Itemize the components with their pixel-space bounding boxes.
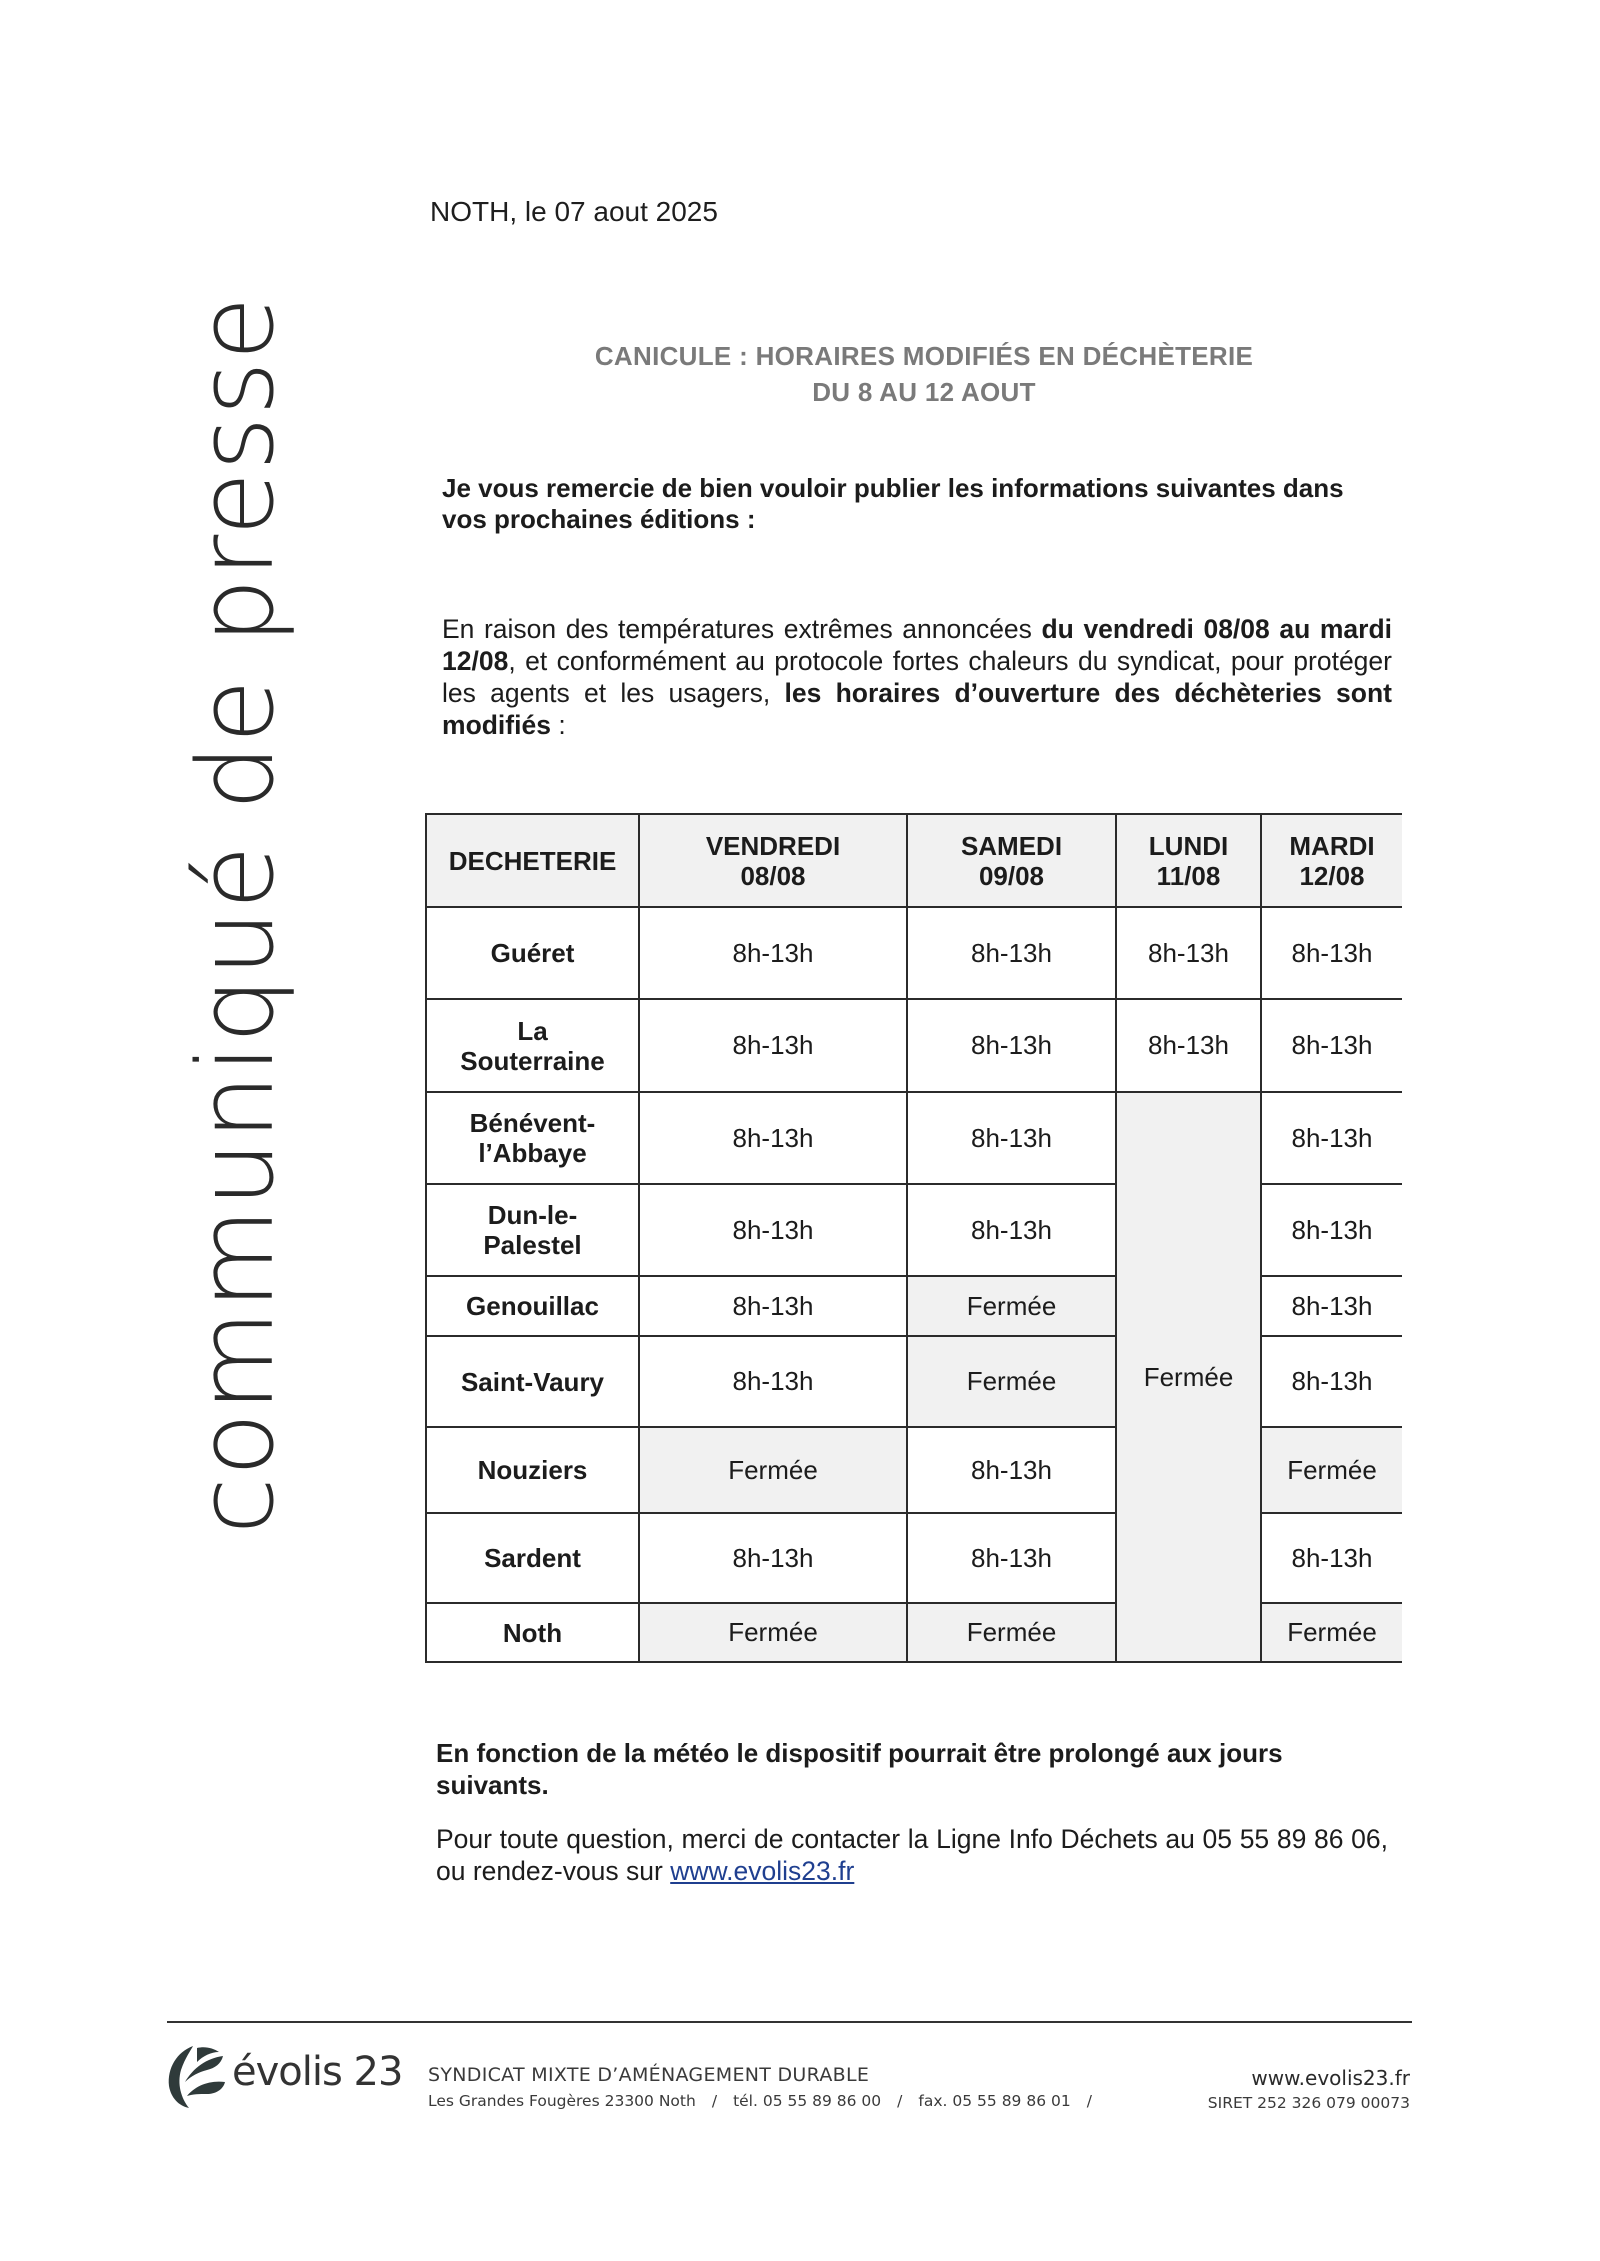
header-vendredi: VENDREDI 08/08 xyxy=(639,814,907,907)
org-name: SYNDICAT MIXTE D’AMÉNAGEMENT DURABLE xyxy=(428,2064,870,2086)
cell-samedi: Fermée xyxy=(907,1336,1116,1427)
paragraph-part-2: , et conformément au protocole fortes chaleurs du syndicat, pour protéger les agents et les usagers, xyxy=(442,646,1392,708)
header-decheterie: DECHETERIE xyxy=(426,814,639,907)
cell-mardi: 8h-13h xyxy=(1261,907,1402,999)
cell-samedi: 8h-13h xyxy=(907,1184,1116,1276)
cell-vendredi: 8h-13h xyxy=(639,1336,907,1427)
row-name: Bénévent- l’Abbaye xyxy=(426,1092,639,1184)
evolis-logo-icon xyxy=(163,2042,227,2110)
vertical-press-release-title xyxy=(175,200,297,1630)
org-address-line xyxy=(428,2092,1108,2110)
table-row xyxy=(426,907,1402,999)
cell-samedi: Fermée xyxy=(907,1603,1116,1662)
website-link[interactable]: www.evolis23.fr xyxy=(670,1856,855,1886)
row-name: Sardent xyxy=(426,1513,639,1603)
separator: / xyxy=(711,2092,718,2110)
row-name: La Souterraine xyxy=(426,999,639,1092)
row-name: Noth xyxy=(426,1603,639,1662)
extension-note: En fonction de la météo le dispositif pourrait être prolongé aux jours suivants. xyxy=(436,1738,1283,1800)
cell-samedi: 8h-13h xyxy=(907,999,1116,1092)
vertical-title-text: communiqué de presse xyxy=(175,295,297,1535)
cell-vendredi: 8h-13h xyxy=(639,999,907,1092)
row-name: Genouillac xyxy=(426,1276,639,1336)
evolis-logo-text: évolis 23 xyxy=(232,2049,403,2095)
headline-line-2: DU 8 AU 12 AOUT xyxy=(812,377,1036,407)
footer-divider xyxy=(167,2021,1412,2023)
paragraph-part-3: : xyxy=(550,710,566,740)
date-line: NOTH, le 07 aout 2025 xyxy=(430,196,718,227)
cell-lundi-merged-closed: Fermée xyxy=(1116,1092,1261,1662)
cell-vendredi: Fermée xyxy=(639,1427,907,1513)
row-name: Saint-Vaury xyxy=(426,1336,639,1427)
separator: / xyxy=(1086,2092,1092,2110)
intro-text: Je vous remercie de bien vouloir publier les informations suivantes dans vos prochaines éditions : xyxy=(442,473,1344,534)
cell-mardi: 8h-13h xyxy=(1261,1276,1402,1336)
contact-text: Pour toute question, merci de contacter la Ligne Info Déchets au 05 55 89 86 06, ou rendez-vous sur xyxy=(436,1824,1388,1886)
cell-mardi: Fermée xyxy=(1261,1603,1402,1662)
cell-vendredi: Fermée xyxy=(639,1603,907,1662)
cell-lundi: 8h-13h xyxy=(1116,907,1261,999)
table-row xyxy=(426,999,1402,1092)
cell-vendredi: 8h-13h xyxy=(639,1184,907,1276)
cell-samedi: 8h-13h xyxy=(907,1092,1116,1184)
schedule-table xyxy=(425,813,1402,1663)
cell-lundi: 8h-13h xyxy=(1116,999,1261,1092)
header-samedi: SAMEDI 09/08 xyxy=(907,814,1116,907)
cell-mardi: 8h-13h xyxy=(1261,1184,1402,1276)
cell-mardi: Fermée xyxy=(1261,1427,1402,1513)
contact-paragraph xyxy=(436,1823,1388,1887)
cell-samedi: 8h-13h xyxy=(907,1427,1116,1513)
row-name: Dun-le- Palestel xyxy=(426,1184,639,1276)
org-address: Les Grandes Fougères 23300 Noth xyxy=(428,2092,696,2110)
row-name: Guéret xyxy=(426,907,639,999)
footer-website: www.evolis23.fr xyxy=(1251,2066,1410,2090)
org-tel: tél. 05 55 89 86 00 xyxy=(733,2092,882,2110)
cell-samedi: 8h-13h xyxy=(907,907,1116,999)
cell-vendredi: 8h-13h xyxy=(639,1513,907,1603)
header-lundi: LUNDI 11/08 xyxy=(1116,814,1261,907)
table-header-row xyxy=(426,814,1402,907)
cell-samedi: Fermée xyxy=(907,1276,1116,1336)
paragraph-bold-hours: les horaires d’ouverture des déchèteries sont modifiés xyxy=(442,678,1392,740)
cell-mardi: 8h-13h xyxy=(1261,1092,1402,1184)
cell-vendredi: 8h-13h xyxy=(639,1276,907,1336)
paragraph-bold-dates: du vendredi 08/08 au mardi 12/08 xyxy=(442,614,1392,676)
paragraph-part-1: En raison des températures extrêmes annoncées xyxy=(442,614,1042,644)
cell-vendredi: 8h-13h xyxy=(639,907,907,999)
header-mardi: MARDI 12/08 xyxy=(1261,814,1402,907)
org-fax: fax. 05 55 89 86 01 xyxy=(918,2092,1071,2110)
headline-line-1: CANICULE : HORAIRES MODIFIÉS EN DÉCHÈTERIE xyxy=(594,341,1254,371)
cell-mardi: 8h-13h xyxy=(1261,1513,1402,1603)
table-row xyxy=(426,1092,1402,1184)
org-siret: SIRET 252 326 079 00073 xyxy=(1207,2094,1410,2112)
main-paragraph xyxy=(442,613,1392,741)
cell-vendredi: 8h-13h xyxy=(639,1092,907,1184)
cell-mardi: 8h-13h xyxy=(1261,1336,1402,1427)
cell-samedi: 8h-13h xyxy=(907,1513,1116,1603)
cell-mardi: 8h-13h xyxy=(1261,999,1402,1092)
separator: / xyxy=(897,2092,903,2110)
row-name: Nouziers xyxy=(426,1427,639,1513)
